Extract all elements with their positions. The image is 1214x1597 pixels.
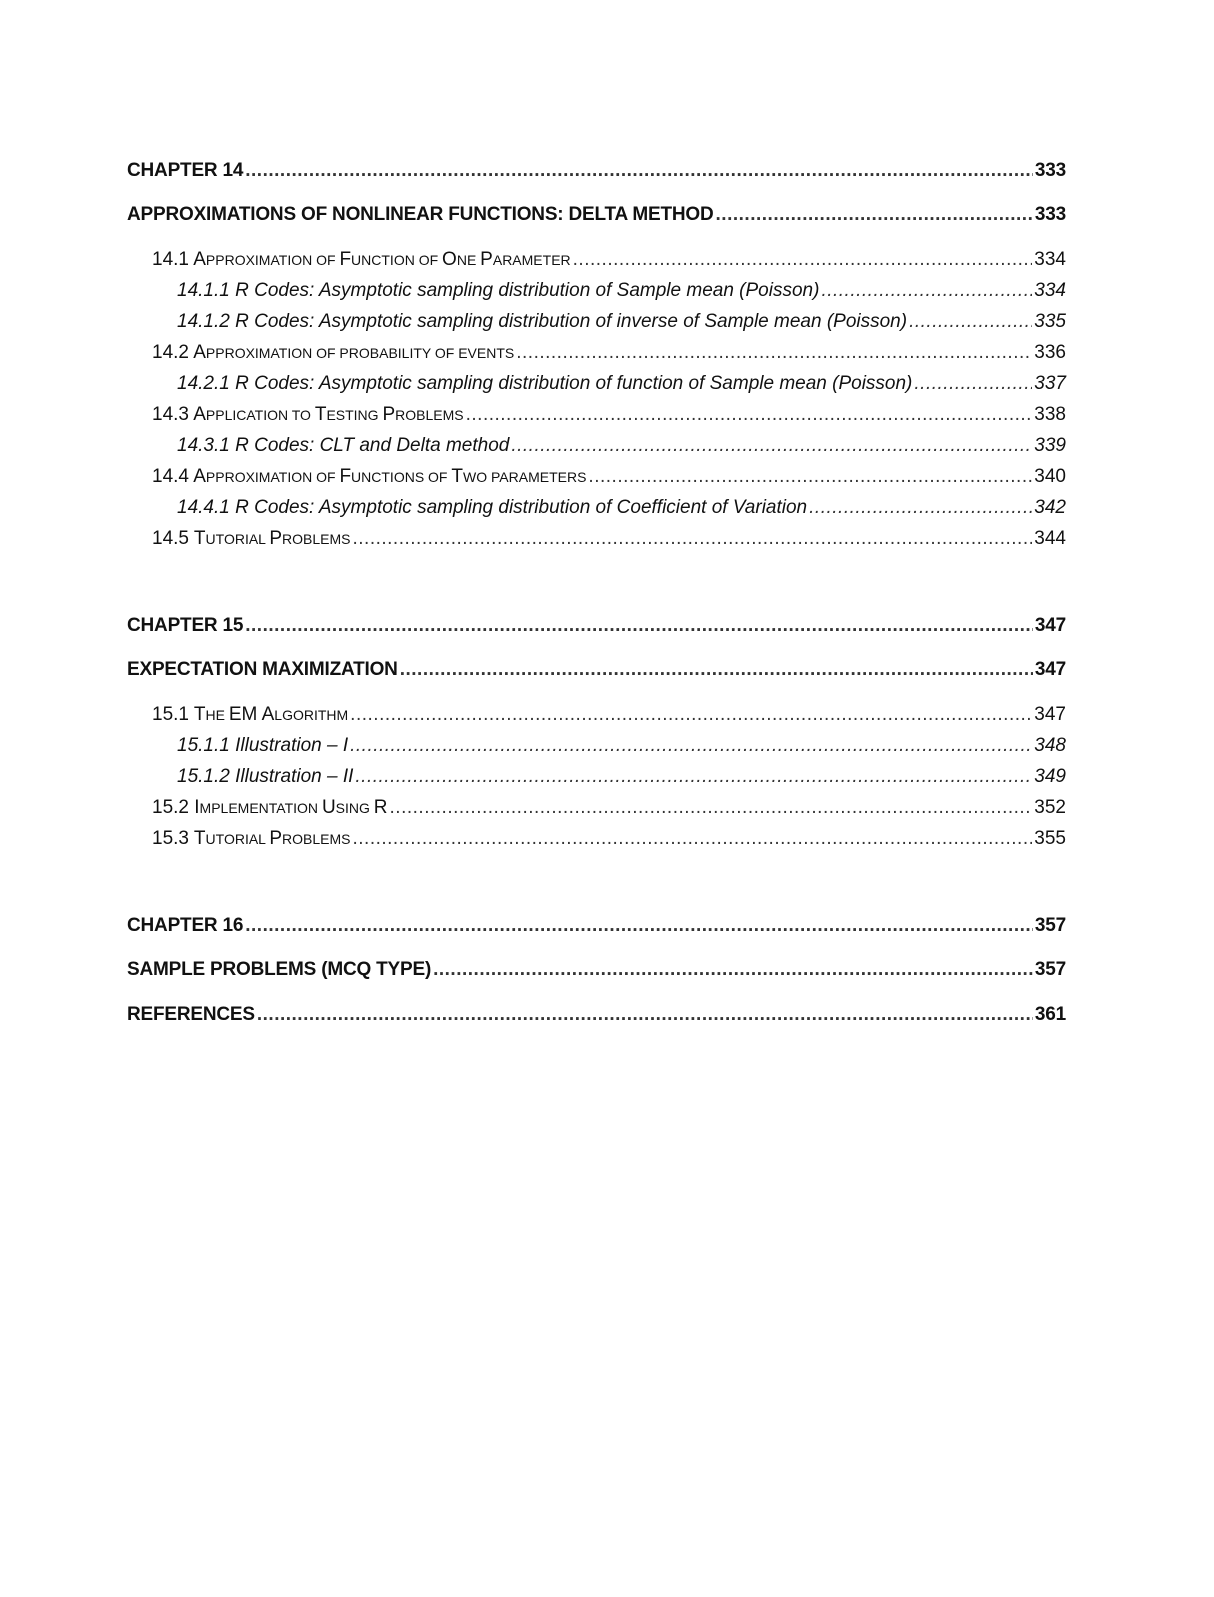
toc-subsection-15-1-2[interactable]: [177, 766, 1066, 788]
toc-page-number: 355: [1034, 828, 1066, 849]
dot-leader: [352, 828, 1032, 850]
toc-title: 14.2 APPROXIMATION OF PROBABILITY OF EVENTS: [152, 342, 515, 363]
toc-subsection-14-3-1[interactable]: [177, 435, 1066, 457]
toc-heading-sample-problems[interactable]: [127, 959, 1066, 981]
toc-section-14-3[interactable]: [152, 404, 1066, 426]
toc-title: 14.1 APPROXIMATION OF FUNCTION OF ONE PARAMETER: [152, 249, 571, 270]
toc-section-15-1[interactable]: [152, 704, 1066, 726]
toc-page-number: 347: [1034, 659, 1066, 680]
toc-page-number: 352: [1034, 797, 1066, 818]
dot-leader: [516, 342, 1032, 364]
toc-page-number: 357: [1034, 959, 1066, 980]
dot-leader: [245, 915, 1033, 937]
toc-title: 15.3 TUTORIAL PROBLEMS: [152, 828, 351, 849]
toc-section-14-2[interactable]: [152, 342, 1066, 364]
dot-leader: [588, 466, 1032, 488]
toc-section-14-5[interactable]: [152, 528, 1066, 550]
toc-page-number: 336: [1034, 342, 1066, 363]
toc-page-number: 357: [1034, 915, 1066, 936]
toc-section-15-2[interactable]: [152, 797, 1066, 819]
toc-page-number: 347: [1034, 615, 1066, 636]
toc-title: 15.1.2 Illustration – II: [177, 766, 354, 787]
toc-page-number: 333: [1034, 160, 1066, 181]
toc-title: 14.4.1 R Codes: Asymptotic sampling distribution of Coefficient of Variation: [177, 497, 808, 518]
dot-leader: [350, 704, 1032, 726]
dot-leader: [466, 404, 1033, 426]
toc-subsection-14-1-2[interactable]: [177, 311, 1066, 333]
toc-title: 14.5 TUTORIAL PROBLEMS: [152, 528, 351, 549]
dot-leader: [433, 959, 1033, 981]
toc-page-number: 340: [1034, 466, 1066, 487]
dot-leader: [809, 497, 1032, 519]
toc-title: 14.3.1 R Codes: CLT and Delta method: [177, 435, 510, 456]
toc-page-number: 338: [1034, 404, 1066, 425]
toc-subsection-14-2-1[interactable]: [177, 373, 1066, 395]
toc-references[interactable]: [127, 1004, 1066, 1026]
toc-page-number: 347: [1034, 704, 1066, 725]
toc-subsection-15-1-1[interactable]: [177, 735, 1066, 757]
dot-leader: [352, 528, 1032, 550]
toc-section-14-4[interactable]: [152, 466, 1066, 488]
toc-page-number: 348: [1034, 735, 1066, 756]
toc-page-number: 334: [1034, 249, 1066, 270]
toc-page-number: 334: [1034, 280, 1066, 301]
toc-title: EXPECTATION MAXIMIZATION: [127, 659, 398, 680]
dot-leader: [909, 311, 1032, 333]
toc-page-number: 361: [1034, 1004, 1066, 1025]
toc-title: 14.2.1 R Codes: Asymptotic sampling distribution of function of Sample mean (Poisson): [177, 373, 913, 394]
toc-subsection-14-4-1[interactable]: [177, 497, 1066, 519]
toc-page-number: 342: [1034, 497, 1066, 518]
toc-page-number: 337: [1034, 373, 1066, 394]
dot-leader: [245, 160, 1033, 182]
toc-title: 15.1 THE EM ALGORITHM: [152, 704, 349, 725]
toc-title: CHAPTER 16: [127, 915, 244, 936]
toc-subsection-14-1-1[interactable]: [177, 280, 1066, 302]
toc-heading-delta-method[interactable]: [127, 204, 1066, 226]
toc-title: 14.3 APPLICATION TO TESTING PROBLEMS: [152, 404, 464, 425]
toc-page-number: 333: [1034, 204, 1066, 225]
toc-title: CHAPTER 14: [127, 160, 244, 181]
toc-title: 15.1.1 Illustration – I: [177, 735, 349, 756]
toc-section-15-3[interactable]: [152, 828, 1066, 850]
toc-title: 15.2 IMPLEMENTATION USING R: [152, 797, 388, 818]
toc-title: 14.1.2 R Codes: Asymptotic sampling distribution of inverse of Sample mean (Poisson): [177, 311, 908, 332]
toc-title: SAMPLE PROBLEMS (MCQ TYPE): [127, 959, 432, 980]
toc-title: 14.1.1 R Codes: Asymptotic sampling distribution of Sample mean (Poisson): [177, 280, 820, 301]
dot-leader: [821, 280, 1032, 302]
dot-leader: [400, 659, 1033, 681]
dot-leader: [245, 615, 1033, 637]
toc-title: APPROXIMATIONS OF NONLINEAR FUNCTIONS: DELTA METHOD: [127, 204, 714, 225]
dot-leader: [914, 373, 1032, 395]
toc-chapter-15[interactable]: [127, 615, 1066, 637]
toc-heading-expectation-maximization[interactable]: [127, 659, 1066, 681]
toc-page-number: 335: [1034, 311, 1066, 332]
dot-leader: [716, 204, 1033, 226]
toc-page-number: 349: [1034, 766, 1066, 787]
dot-leader: [573, 249, 1033, 271]
toc-page-number: 339: [1034, 435, 1066, 456]
toc-chapter-14[interactable]: [127, 160, 1066, 182]
dot-leader: [511, 435, 1032, 457]
dot-leader: [257, 1004, 1033, 1026]
toc-chapter-16[interactable]: [127, 915, 1066, 937]
dot-leader: [390, 797, 1033, 819]
dot-leader: [350, 735, 1032, 757]
toc-section-14-1[interactable]: [152, 249, 1066, 271]
toc-title: REFERENCES: [127, 1004, 255, 1025]
toc-page-number: 344: [1034, 528, 1066, 549]
toc-title: 14.4 APPROXIMATION OF FUNCTIONS OF TWO PARAMETERS: [152, 466, 587, 487]
dot-leader: [355, 766, 1032, 788]
toc-title: CHAPTER 15: [127, 615, 244, 636]
